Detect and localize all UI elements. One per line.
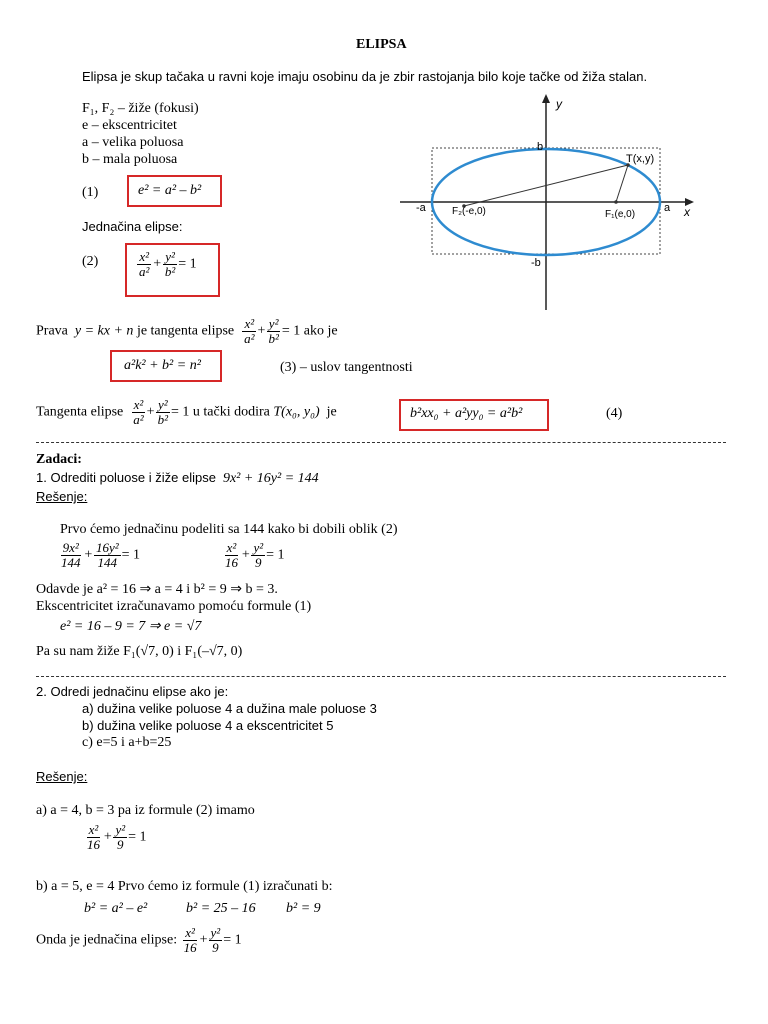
formula2-label: (2) xyxy=(82,254,99,269)
task2-sol-a: a) a = 4, b = 3 pa iz formule (2) imamo xyxy=(36,803,255,818)
f1-label: F₁(e,0) xyxy=(605,209,636,220)
task2-text: 2. Odredi jednačinu elipse ako je: xyxy=(36,684,229,699)
formula1-expr: e² = a² – b² xyxy=(138,183,202,198)
intro-text: Elipsa je skup tačaka u ravni koje imaju osobinu da je zbir rastojanja bilo koje tačke od žiža stalan. xyxy=(82,69,648,84)
task1-step1: Prvo ćemo jednačinu podeliti sa 144 kako bi dobili oblik (2) xyxy=(60,522,398,537)
a-left-label: -a xyxy=(416,202,426,214)
equation-label: Jednačina elipse: xyxy=(82,219,183,234)
task2-onda: Onda je jednačina elipse: $\frac{\text{x²}}{16}$ + $\frac{\text{y²}}{9}$ = 1 xyxy=(36,925,242,955)
task2-a: a) dužina velike poluose 4 a dužina male poluose 3 xyxy=(82,701,377,716)
b-bottom-label: -b xyxy=(531,257,541,269)
task2-sol-b-calc3: b² = 9 xyxy=(286,901,321,916)
formula2-expr: $\frac{\text{x²}}{\text{a²}}$ + $\frac{\text{y²}}{\text{b²}}$ = 1 xyxy=(139,249,197,279)
y-axis-arrow-icon xyxy=(542,94,550,103)
task1-zize: Pa su nam žiže F₁(√7, 0) i F₁(–√7, 0) xyxy=(36,644,243,659)
y-axis-label: y xyxy=(556,97,562,111)
x-axis-label: x xyxy=(684,205,690,219)
task2-sol-a-equation: $\frac{\text{x²}}{16}$ + $\frac{\text{y²}}{9}$ = 1 xyxy=(87,822,147,852)
formula3-expr: a²k² + b² = n² xyxy=(124,358,201,373)
focal-line-f1 xyxy=(616,165,628,202)
task2-sol-b: b) a = 5, e = 4 Prvo ćemo iz formule (1) izračunati b: xyxy=(36,879,333,894)
prava-line: Prava y = kx + n je tangenta elipse $\frac{\text{x²}}{\text{a²}}$ + $\frac{\text{y²}}{\text{b²}}$ = 1 ako je xyxy=(36,316,338,346)
tangenta-line: Tangenta elipse $\frac{\text{x²}}{\text{a²}}$ + $\frac{\text{y²}}{\text{b²}}$ = 1 u tački dodira T(x₀, y₀) je xyxy=(36,397,337,427)
task2-c: c) e=5 i a+b=25 xyxy=(82,735,172,750)
definition-major-axis: a – velika poluosa xyxy=(82,135,184,150)
task2-b: b) dužina velike poluose 4 a ekscentricitet 5 xyxy=(82,718,334,733)
divider xyxy=(36,442,726,443)
page-title: ELIPSA xyxy=(356,37,407,52)
task1-solution-label: Rešenje: xyxy=(36,489,88,504)
ellipse-graph xyxy=(400,90,710,315)
definition-minor-axis: b – mala poluosa xyxy=(82,152,178,167)
task2-solution-label: Rešenje: xyxy=(36,769,88,784)
definition-eccentricity: e – ekscentricitet xyxy=(82,118,177,133)
a-right-label: a xyxy=(664,202,671,214)
task1-odavde: Odavde je a² = 16 ⇒ a = 4 i b² = 9 ⇒ b = 3. xyxy=(36,582,278,597)
task2-sol-b-calc2: b² = 25 – 16 xyxy=(186,901,256,916)
tasks-heading: Zadaci: xyxy=(36,452,82,467)
definition-foci: F₁, F₂ – žiže (fokusi) xyxy=(82,101,199,116)
task1-ekscentricitet: Ekscentricitet izračunavamo pomoću formule (1) xyxy=(36,599,312,614)
task2-sol-b-calc1: b² = a² – e² xyxy=(84,901,148,916)
formula4-expr: b²xx₀ + a²yy₀ = a²b² xyxy=(410,406,523,421)
b-top-label: b xyxy=(537,141,544,153)
divider xyxy=(36,676,726,677)
task1-e-calc: e² = 16 – 9 = 7 ⇒ e = √7 xyxy=(60,619,202,634)
formula3-note: (3) – uslov tangentnosti xyxy=(280,360,413,375)
f2-label: F₂(-e,0) xyxy=(452,206,486,217)
f1-point xyxy=(614,200,618,204)
formula4-number: (4) xyxy=(606,406,623,421)
task1-text: 1. Odrediti poluose i žiže elipse 9x² + 16y² = 144 xyxy=(36,470,319,486)
task1-fraction-b: $\frac{\text{x²}}{16}$ + $\frac{\text{y²}}{9}$ = 1 xyxy=(225,540,285,570)
task1-fraction-a: $\frac{\text{9x²}}{144}$ + $\frac{\text{16y²}}{144}$ = 1 xyxy=(61,540,141,570)
point-t-label: T(x,y) xyxy=(626,153,655,165)
formula1-label: (1) xyxy=(82,185,99,200)
